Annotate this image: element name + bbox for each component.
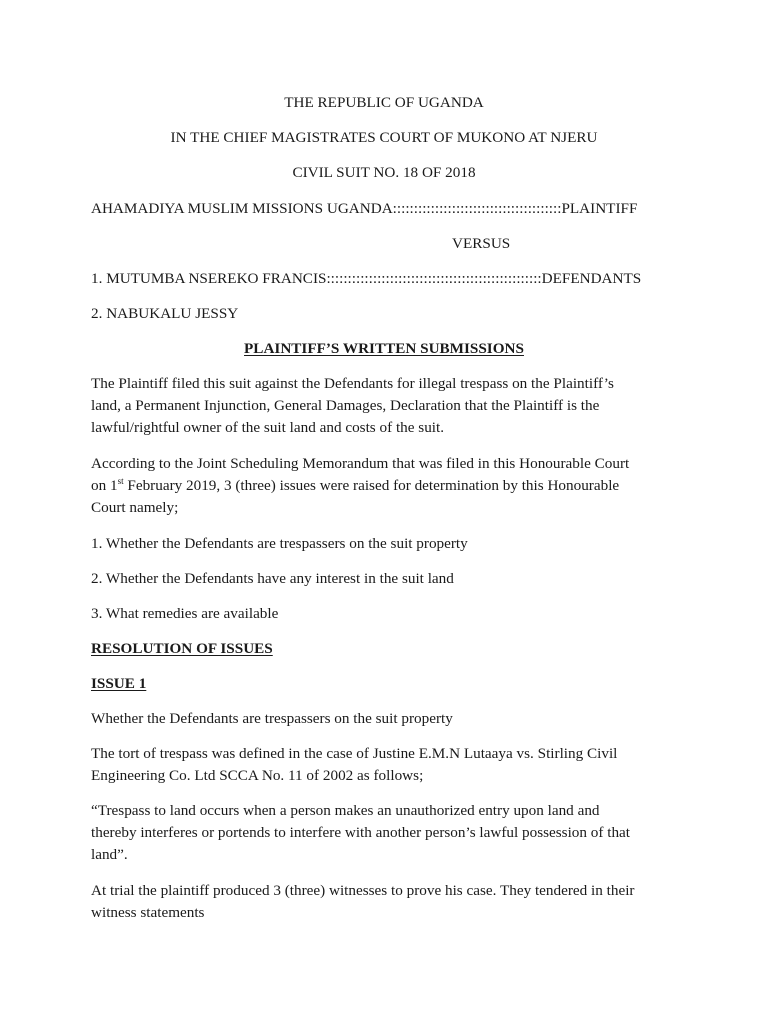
republic-heading: THE REPUBLIC OF UGANDA xyxy=(284,94,484,111)
tort-line: The tort of trespass was defined in the case of Justine E.M.N Lutaaya vs. Stirling Civil xyxy=(91,745,618,762)
issue-item: 1. Whether the Defendants are trespassers on the suit property xyxy=(91,535,468,552)
trial-line: At trial the plaintiff produced 3 (three) witnesses to prove his case. They tendered in their xyxy=(91,882,635,899)
quote-line: “Trespass to land occurs when a person makes an unauthorized entry upon land and xyxy=(91,802,600,819)
quote-paragraph xyxy=(91,800,691,866)
trial-line: witness statements xyxy=(91,904,205,921)
intro-line: The Plaintiff filed this suit against the Defendants for illegal trespass on the Plaintiff’s xyxy=(91,375,614,392)
defendant-1: 1. MUTUMBA NSEREKO FRANCIS:::::::::::::::::::::::::::::::::::::::::::::::::::DEFENDANTS xyxy=(91,270,642,287)
issue-item: 2. Whether the Defendants have any interest in the suit land xyxy=(91,570,454,587)
intro-line: land, a Permanent Injunction, General Damages, Declaration that the Plaintiff is the xyxy=(91,397,600,414)
versus-label: VERSUS xyxy=(452,235,511,252)
memo-date-prefix: on 1 xyxy=(91,477,118,494)
document-title: PLAINTIFF’S WRITTEN SUBMISSIONS xyxy=(244,340,524,357)
memo-date-rest: February 2019, 3 (three) issues were raised for determination by this Honourable xyxy=(123,477,620,494)
suit-number: CIVIL SUIT NO. 18 OF 2018 xyxy=(292,164,476,181)
memo-line xyxy=(91,475,691,497)
quote-line: land”. xyxy=(91,846,128,863)
memo-paragraph xyxy=(91,453,691,519)
issue1-heading: ISSUE 1 xyxy=(91,675,147,692)
plaintiff-party: AHAMADIYA MUSLIM MISSIONS UGANDA::::::::::::::::::::::::::::::::::::::::PLAINTIFF xyxy=(91,200,638,217)
trial-paragraph xyxy=(91,880,691,924)
defendant-2: 2. NABUKALU JESSY xyxy=(91,305,239,322)
quote-line: thereby interferes or portends to interfere with another person’s lawful possession of that xyxy=(91,824,630,841)
tort-line: Engineering Co. Ltd SCCA No. 11 of 2002 as follows; xyxy=(91,767,424,784)
resolution-heading: RESOLUTION OF ISSUES xyxy=(91,640,273,657)
intro-line: lawful/rightful owner of the suit land and costs of the suit. xyxy=(91,419,445,436)
intro-paragraph xyxy=(91,373,691,439)
tort-paragraph xyxy=(91,743,691,787)
memo-date-ordinal: st xyxy=(117,475,124,486)
issue-item: 3. What remedies are available xyxy=(91,605,279,622)
court-heading: IN THE CHIEF MAGISTRATES COURT OF MUKONO AT NJERU xyxy=(170,129,598,146)
memo-line: According to the Joint Scheduling Memorandum that was filed in this Honourable Court xyxy=(91,455,630,472)
issue1-statement: Whether the Defendants are trespassers on the suit property xyxy=(91,710,453,727)
memo-line: Court namely; xyxy=(91,499,179,516)
